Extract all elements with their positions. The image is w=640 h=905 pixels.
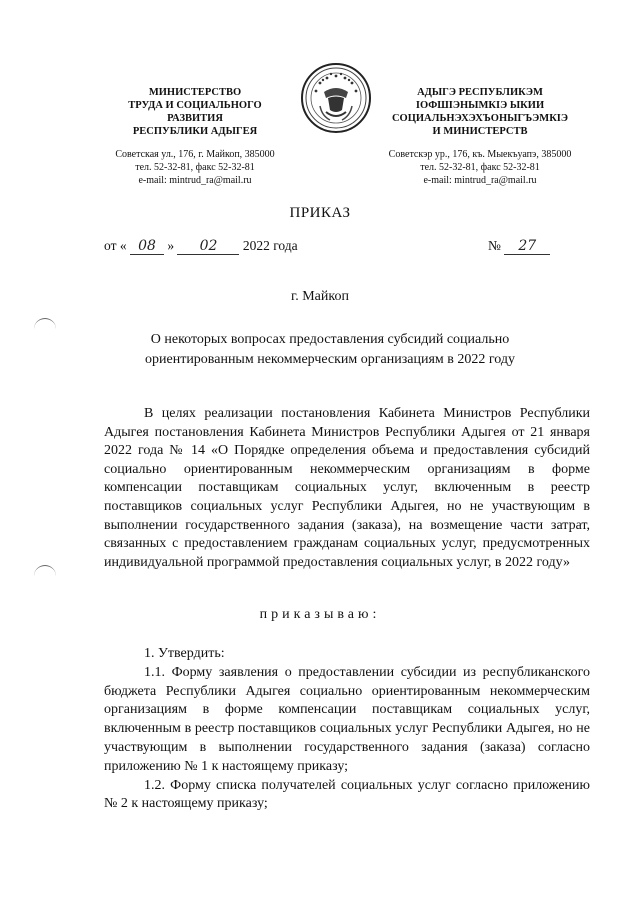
- date-prefix: от «: [104, 238, 127, 253]
- number-value: 27: [504, 238, 550, 255]
- number-prefix: №: [488, 238, 501, 253]
- document-title: ПРИКАЗ: [289, 205, 351, 221]
- preamble-paragraph: В целях реализации постановления Кабинета Министров Республики Адыгея постановления Кабинета Министров Республики Адыгея от 21 января 2022 года № 14 «О Порядке определения объема и предоставления субсидий социально ориентированным некоммерческим организациям в форме компенсации поставщикам социальных услуг, включенным в реестр поставщиков социальных услуг Республики Адыгея, но не участвующим в выполнении государственного задания (заказа), на возмещение части затрат, связанных с предоставлением гражданам социальных услуг, предусмотренных индивидуальной программой предоставления социальных услуг, в 2022 году»: [104, 406, 590, 570]
- ministry-name-adyghe: АДЫГЭ РЕСПУБЛИКЭМ ІОФШІЭНЫМКІЭ ЫКИИ СОЦИАЛЬНЭХЭХЪОНЫГЪЭМКІЭ И МИНИСТЕРСТВ: [391, 87, 569, 137]
- email-russian: e-mail: mintrud_ra@mail.ru: [138, 175, 252, 186]
- order-date: [104, 238, 298, 255]
- address-russian: Советская ул., 176, г. Майкоп, 385000: [115, 149, 275, 160]
- order-word: приказываю:: [259, 607, 381, 622]
- margin-mark: [34, 565, 56, 578]
- city: г. Майкоп: [291, 289, 349, 304]
- ministry-header-adyghe: [380, 86, 580, 187]
- date-suffix: 2022 года: [242, 238, 298, 253]
- ministry-header-russian: [110, 86, 280, 187]
- paragraph-1-2: 1.2. Форму списка получателей социальных услуг согласно приложению № 2 к настоящему приказу;: [104, 777, 590, 812]
- phone-adyghe: тел. 52-32-81, факс 52-32-81: [420, 162, 540, 173]
- date-day: 08: [130, 238, 164, 255]
- date-month: 02: [177, 238, 239, 255]
- paragraph-1-1: 1.1. Форму заявления о предоставлении субсидии из республиканского бюджета Республики Адыгея социально ориентированным некоммерческим организациям в форме компенсации поставщикам социальных услуг, включенным в реестр поставщиков социальных услуг Республики Адыгея, но не участвующим в выполнении государственного задания (заказа) согласно приложению № 1 к настоящему приказу;: [104, 664, 590, 774]
- date-mid: »: [167, 238, 175, 253]
- phone-russian: тел. 52-32-81, факс 52-32-81: [135, 162, 255, 173]
- order-subject: О некоторых вопросах предоставления субсидий социально ориентированным некоммерческим организациям в 2022 году: [145, 332, 515, 367]
- ministry-name-russian: МИНИСТЕРСТВО ТРУДА И СОЦИАЛЬНОГО РАЗВИТИЯ РЕСПУБЛИКИ АДЫГЕЯ: [128, 87, 262, 137]
- order-body: [104, 645, 590, 814]
- margin-mark: [34, 318, 56, 331]
- order-number: [488, 238, 550, 255]
- republic-emblem-icon: [300, 62, 372, 134]
- paragraph-1: 1. Утвердить:: [144, 646, 225, 661]
- email-adyghe: e-mail: mintrud_ra@mail.ru: [423, 175, 537, 186]
- address-adyghe: Советскэр ур., 176, къ. Мыекъуапэ, 385000: [388, 149, 572, 160]
